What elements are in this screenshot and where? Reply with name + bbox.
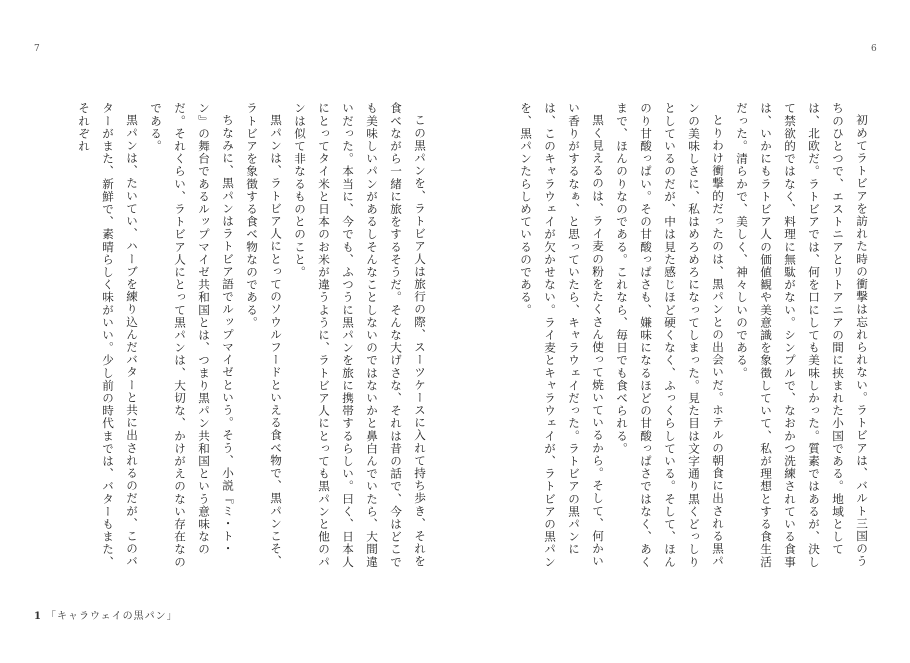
running-footer <box>34 607 178 622</box>
paragraph: 初めてラトビアを訪れた時の衝撃は忘れられない。ラトビアは、バルト三国のうちのひとつで、エストニアとリトアニアの間に挟まれた小国である。地域としては、北欧だ。ラトビアでは、何を口にしても美味しかった。質素ではあるが、決して禁欲的ではなく、料理に無駄がない。シンプルで、なおかつ洗練されている食事は、いかにもラトビア人の価値観や美意識を象徴していて、私が理想とする食生活だった。清らかで、美しく、神々しいのである。 <box>735 102 869 569</box>
paragraph: 黒く見えるのは、ライ麦の粉をたくさん使って焼いているから。そして、何かいい香りがするなぁ、と思っていたら、キャラウェイだった。ラトビアの黒パンには、このキャラウェイが欠かせない。ライ麦とキャラウェイが、ラトビアの黒パンを、黒パンたらしめているのである。 <box>519 102 605 569</box>
left-page-text <box>32 102 432 572</box>
paragraph: とりわけ衝撃的だったのは、黒パンとの出会いだ。ホテルの朝食に出される黒パンの美味しさに、私はめろめろになってしまった。見た目は文字通り黒くどっしりとしているのだが、中は見た感じほど硬くなく、ふっくらしている。そして、ほんのり甘酸っぱい。その甘酸っぱさも、嫌味になるほどの甘酸っぱさではなく、あくまで、ほんのりなのである。これなら、毎日でも食べられる。 <box>615 102 725 569</box>
paragraph: 黒パンは、たいてい、ハーブを練り込んだバターと共に出されるのだが、このバターがまた、新鮮で、素晴らしく味がいい。少し前の時代までは、バターもまた、それぞれ <box>77 102 139 569</box>
page-number-right: 6 <box>871 44 877 54</box>
right-page-text <box>474 102 874 572</box>
paragraph: ちなみに、黒パンはラトビア語でルップマイゼという。そう、小説『ミ・ト・ン』の舞台であるルップマイゼ共和国とは、つまり黒パン共和国という意味なのだ。それくらい、ラトビア人にとって黒パンは、大切な、かけがえのない存在なのである。 <box>149 102 235 569</box>
paragraph: 黒パンは、ラトビア人にとってのソウルフードといえる食べ物で、黒パンこそ、ラトビアを象徴する食べ物なのである。 <box>245 102 283 568</box>
page-number-left: 7 <box>34 44 40 54</box>
chapter-number: 1 <box>34 611 42 622</box>
chapter-title: 「キャラウェイの黒パン」 <box>45 611 178 622</box>
paragraph: この黒パンを、ラトビア人は旅行の際、スーツケースに入れて持ち歩き、それを食べながら一緒に旅をするそうだ。そんな大げさな、それは昔の話で、今はどこでも美味しいパンがあるしそんなことしないのではないかと鼻白んでいたら、大間違いだった。本当に、今でも、ふつうに黒パンを旅に携帯するらしい。曰く、日本人にとってタイ米と日本のお米が違うように、ラトビア人にとっても黒パンと他のパンは似て非なるものとのこと。 <box>293 102 427 569</box>
